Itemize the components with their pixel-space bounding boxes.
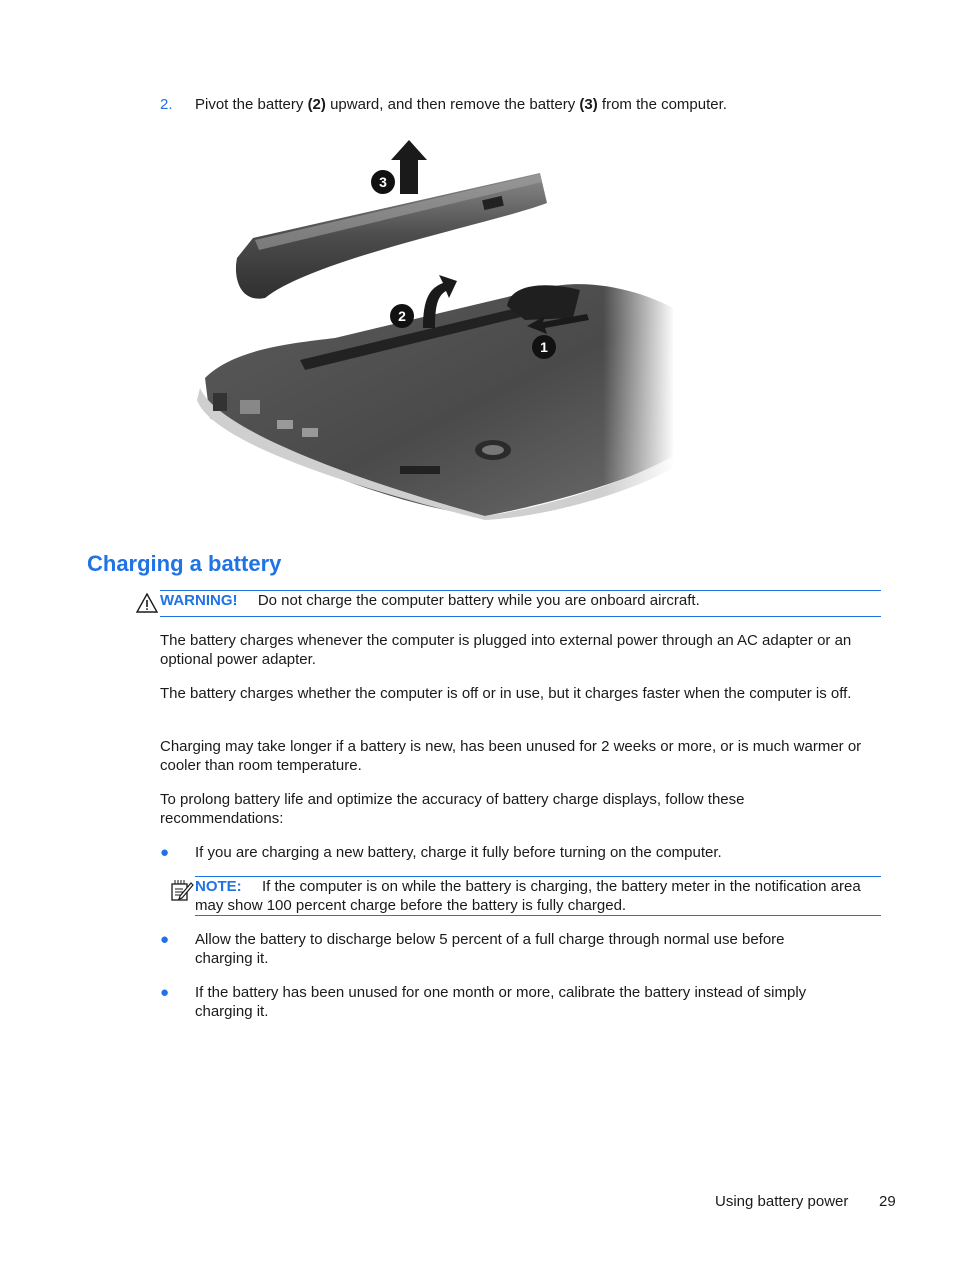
note-text: If the computer is on while the battery is charging, the battery meter in the notification area may show 100 percent charge before the battery is fully charged. [195, 878, 861, 914]
note-icon [170, 878, 194, 902]
bullet-symbol: ● [160, 844, 170, 861]
step-callout-ref: (2) [307, 96, 326, 113]
bullet-symbol: ● [160, 984, 170, 1001]
warning-callout [160, 591, 700, 610]
paragraph: The battery charges whether the computer is off or in use, but it charges faster when the computer is off. [160, 685, 852, 702]
warning-bottom-rule [160, 616, 881, 617]
footer-section-title: Using battery power [715, 1193, 849, 1210]
bullet-item: If the battery has been unused for one month or more, calibrate the battery instead of simply charging it. [195, 984, 807, 1020]
paragraph: The battery charges whenever the computer is plugged into external power through an AC adapter or an optional power adapter. [160, 632, 852, 668]
step-text-part: Pivot the battery [195, 96, 308, 113]
bullet-item: Allow the battery to discharge below 5 percent of a full charge through normal use before charging it. [195, 931, 785, 967]
battery-removal-illustration [195, 138, 675, 520]
note-label: NOTE: [195, 878, 242, 895]
paragraph: Charging may take longer if a battery is new, has been unused for 2 weeks or more, or is much warmer or cooler than room temperature. [160, 738, 862, 774]
step-callout-ref: (3) [579, 96, 598, 113]
note-callout [195, 877, 885, 915]
warning-icon [136, 593, 158, 613]
page-number: 29 [879, 1193, 896, 1210]
section-heading: Charging a battery [87, 551, 282, 576]
step-text [195, 95, 727, 114]
note-bottom-rule [195, 915, 881, 916]
step-text-part: upward, and then remove the battery [325, 96, 580, 113]
bullet-item: If you are charging a new battery, charge it fully before turning on the computer. [195, 844, 722, 861]
warning-text: Do not charge the computer battery while you are onboard aircraft. [257, 592, 700, 609]
warning-label: WARNING! [160, 592, 238, 609]
laptop-battery-drawing [195, 138, 675, 520]
step-text-part: from the computer. [597, 96, 727, 113]
step-number: 2. [160, 96, 173, 113]
bullet-symbol: ● [160, 931, 170, 948]
paragraph: To prolong battery life and optimize the accuracy of battery charge displays, follow these recommendations: [160, 791, 745, 827]
